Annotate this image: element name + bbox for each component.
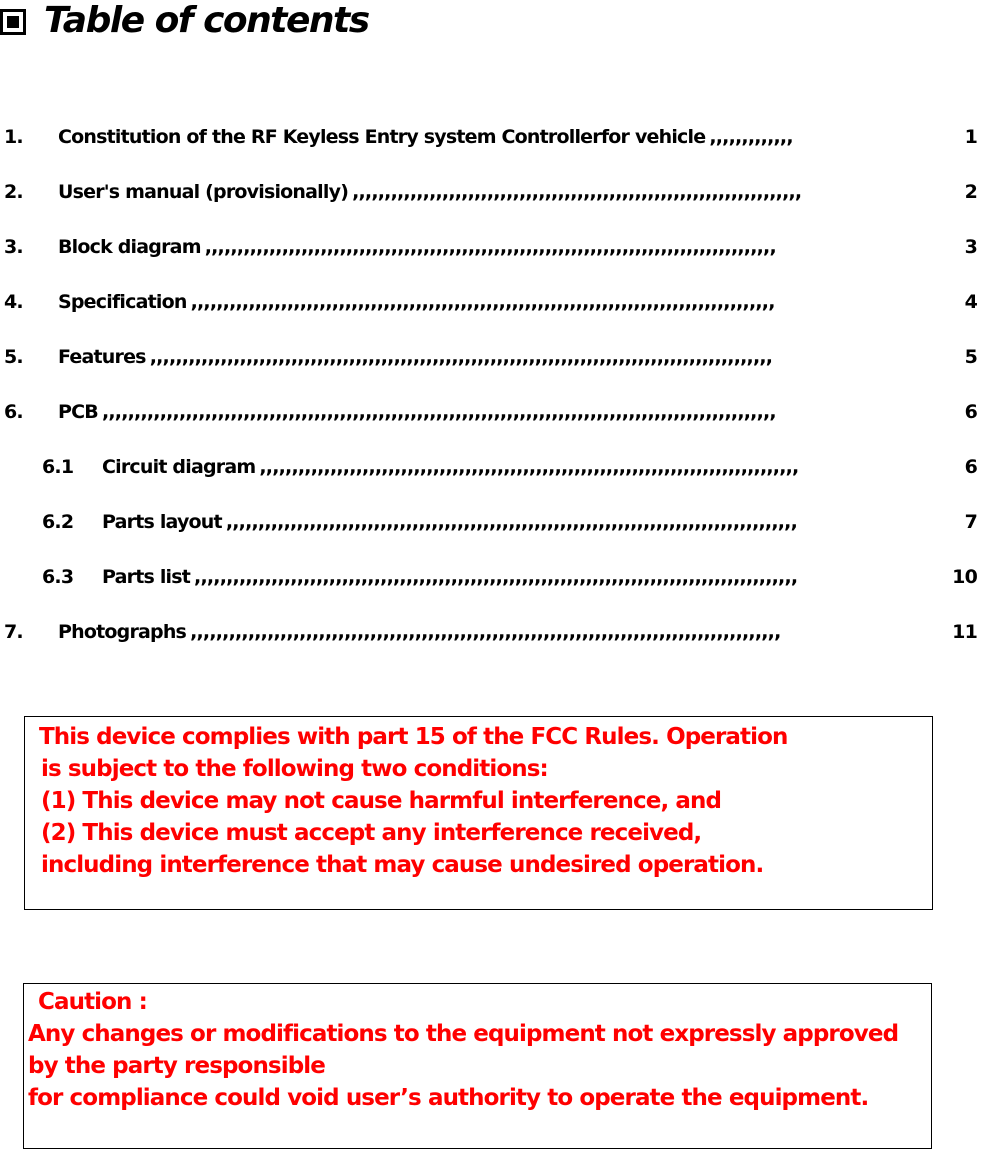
toc-entry-text (102, 511, 938, 533)
toc-entry-number: 5. (4, 346, 23, 368)
toc-entry-label: PCB (58, 401, 102, 423)
toc-entry-page: 3 (964, 236, 977, 258)
fcc-notice-line-5: including interference that may cause undesired operation. (41, 852, 764, 878)
toc-entry-2[interactable] (0, 181, 983, 211)
toc-entry-7[interactable] (0, 621, 983, 651)
toc-entry-6-3[interactable] (0, 566, 983, 596)
toc-leader: ,,,,,,,,,,,,,,,,,,,,,,,,,,,,,,,,,,,,,,,,,,,,,,,,,,,,,,,,,,,,,,,,,,,,,,,,,,,,,,,,,,,,,,,,,,,,,, (194, 566, 798, 588)
toc-entry-1[interactable] (0, 126, 983, 156)
toc-entry-6-1[interactable] (0, 456, 983, 486)
toc-entry-number: 4. (4, 291, 23, 313)
toc-leader: ,,,,,,,,,,,,,,,,,,,,,,,,,,,,,,,,,,,,,,,,,,,,,,,,,,,,,,,,,,,,,,,,,,,,,,,,,,,,,,,,,,,, (259, 456, 799, 478)
fcc-notice-line-2: is subject to the following two conditions: (41, 756, 548, 782)
fcc-notice-box (24, 716, 933, 910)
toc-entry-text (102, 456, 938, 478)
toc-entry-6-2[interactable] (0, 511, 983, 541)
toc-entry-page: 1 (964, 126, 977, 148)
toc-leader: ,,,,,,,,,,,,,,,,,,,,,,,,,,,,,,,,,,,,,,,,,,,,,,,,,,,,,,,,,,,,,,,,,,,,,,,,,,,,,,,,,,,,,,,,, (225, 511, 797, 533)
toc-entry-label: User's manual (provisionally) (58, 181, 352, 203)
toc-entry-number: 7. (4, 621, 23, 643)
toc-entry-text (58, 291, 938, 313)
toc-entry-text (58, 401, 938, 423)
toc-entry-label: Features (58, 346, 150, 368)
toc-entry-number: 6. (4, 401, 23, 423)
fcc-notice-line-1: This device complies with part 15 of the FCC Rules. Operation (39, 724, 788, 750)
toc-entry-text (58, 346, 938, 368)
toc-entry-label: Constitution of the RF Keyless Entry system Controllerfor vehicle (58, 126, 709, 148)
toc-leader: ,,,,,,,,,,,,,,,,,,,,,,,,,,,,,,,,,,,,,,,,,,,,,,,,,,,,,,,,,,,,,,,,,,,,,,,,,,,,,,,,,,,,,,,,,,,, (190, 621, 781, 643)
toc-entry-number: 2. (4, 181, 23, 203)
caution-line-3: for compliance could void user’s authority to operate the equipment. (28, 1085, 869, 1111)
toc-leader: ,,,,,,,,,,,,,,,,,,,,,,,,,,,,,,,,,,,,,,,,,,,,,,,,,,,,,,,,,,,,,,,,,,,,,, (352, 181, 802, 203)
toc-entry-text (58, 621, 938, 643)
toc-entry-number: 6.1 (42, 456, 74, 478)
toc-entry-page: 7 (964, 511, 977, 533)
toc-entry-page: 6 (964, 456, 977, 478)
toc-entry-4[interactable] (0, 291, 983, 321)
toc-entry-label: Specification (58, 291, 191, 313)
page-title-text: Table of contents (44, 0, 369, 41)
caution-notice-box (23, 983, 932, 1149)
toc-entry-text (58, 236, 938, 258)
toc-entry-6[interactable] (0, 401, 983, 431)
toc-entry-5[interactable] (0, 346, 983, 376)
toc-entry-number: 6.3 (42, 566, 74, 588)
toc-leader: ,,,,,,,,,,,,,,,,,,,,,,,,,,,,,,,,,,,,,,,,,,,,,,,,,,,,,,,,,,,,,,,,,,,,,,,,,,,,,,,,,,,,,,,,, (204, 236, 776, 258)
page-title (0, 0, 369, 40)
toc-leader: ,,,,,,,,,,,,, (709, 126, 793, 148)
toc-entry-page: 4 (964, 291, 977, 313)
fcc-notice-line-4: (2) This device must accept any interference received, (41, 820, 702, 846)
toc-leader: ,,,,,,,,,,,,,,,,,,,,,,,,,,,,,,,,,,,,,,,,,,,,,,,,,,,,,,,,,,,,,,,,,,,,,,,,,,,,,,,,,,,,,,,,,,, (190, 291, 775, 313)
toc-entry-text (58, 181, 938, 203)
toc-entry-label: Parts layout (102, 511, 226, 533)
toc-entry-number: 3. (4, 236, 23, 258)
toc-leader: ,,,,,,,,,,,,,,,,,,,,,,,,,,,,,,,,,,,,,,,,,,,,,,,,,,,,,,,,,,,,,,,,,,,,,,,,,,,,,,,,,,,,,,,,,,,,,,,,, (149, 346, 773, 368)
toc-entry-page: 6 (964, 401, 977, 423)
toc-entry-label: Block diagram (58, 236, 205, 258)
square-bullet-icon (0, 9, 26, 35)
toc-entry-text (58, 126, 938, 148)
toc-entry-3[interactable] (0, 236, 983, 266)
caution-line-1: Any changes or modifications to the equipment not expressly approved (28, 1021, 899, 1047)
toc-entry-page: 5 (964, 346, 977, 368)
fcc-notice-line-3: (1) This device may not cause harmful interference, and (41, 788, 722, 814)
toc-entry-page: 10 (952, 566, 977, 588)
toc-entry-text (102, 566, 938, 588)
caution-line-2: by the party responsible (28, 1053, 325, 1079)
toc-entry-number: 1. (4, 126, 23, 148)
toc-entry-label: Circuit diagram (102, 456, 259, 478)
toc-entry-page: 11 (952, 621, 977, 643)
toc-entry-page: 2 (964, 181, 977, 203)
toc-entry-number: 6.2 (42, 511, 74, 533)
caution-heading: Caution : (38, 989, 147, 1015)
toc-entry-label: Photographs (58, 621, 190, 643)
toc-leader: ,,,,,,,,,,,,,,,,,,,,,,,,,,,,,,,,,,,,,,,,,,,,,,,,,,,,,,,,,,,,,,,,,,,,,,,,,,,,,,,,,,,,,,,,,,,,,,,,,,,,,,,,, (101, 401, 776, 423)
toc-entry-label: Parts list (102, 566, 194, 588)
